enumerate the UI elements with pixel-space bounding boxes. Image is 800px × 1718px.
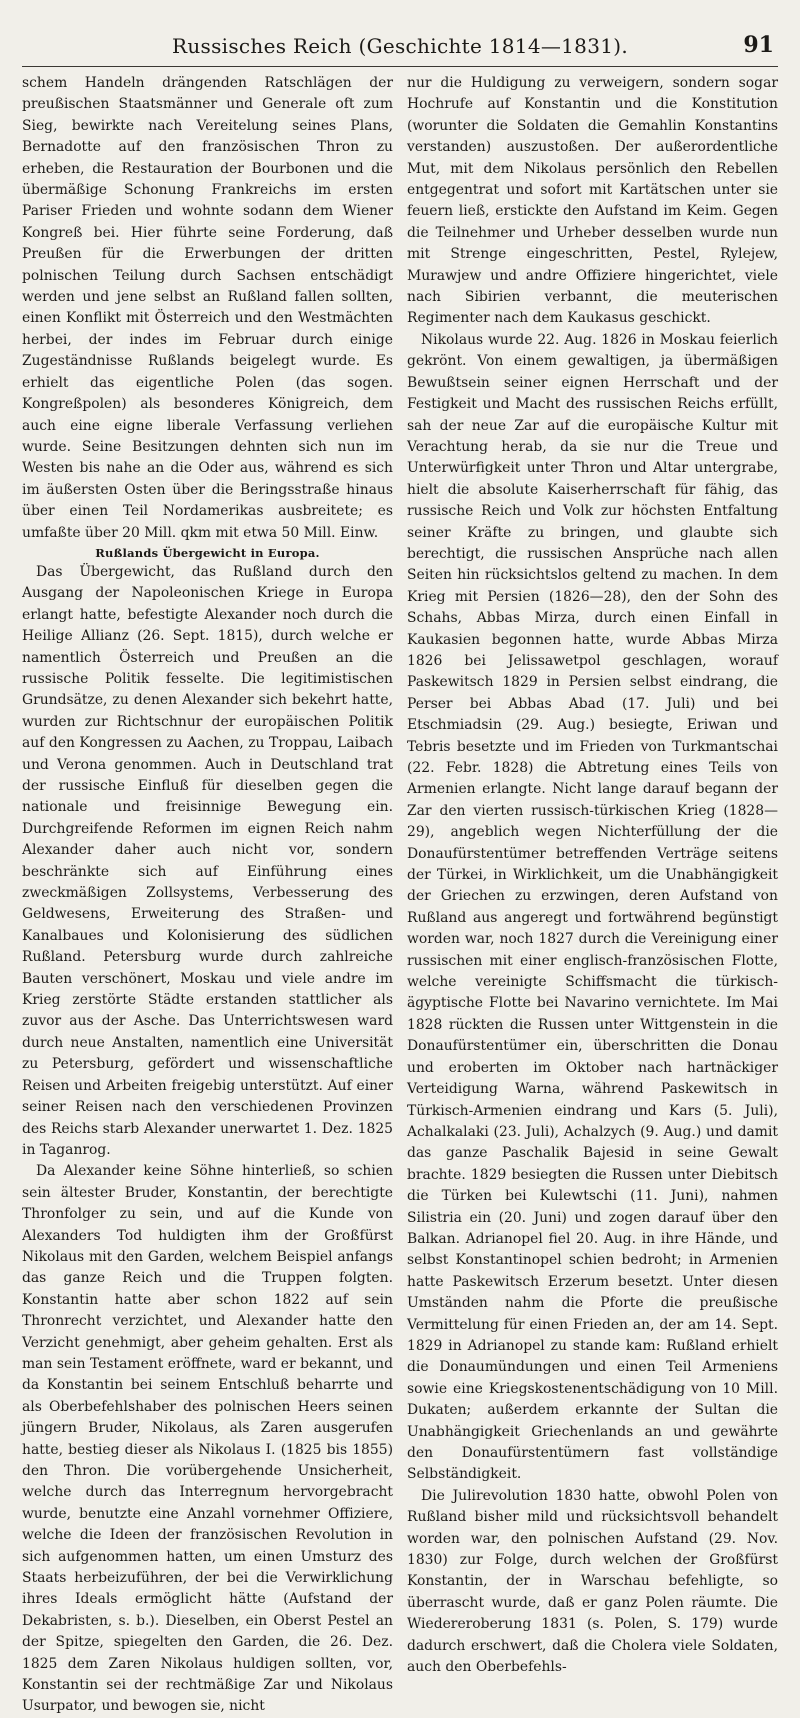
left-column: [22, 73, 393, 1715]
running-title: Russisches Reich (Geschichte 1814—1831).: [171, 34, 629, 58]
page-header: [22, 24, 778, 64]
paragraph: Die Julirevolution 1830 hatte, obwohl Polen von Rußland bisher mild und rücksichtsvoll behandelt worden war, den polnischen Aufstand (29. Nov. 1830) zur Folge, durch welchen der Großfürst Konstantin, der in Warschau befehligte, so überrascht wurde, daß er ganz Polen räumte. Die Wiedereroberung 1831 (s. Polen, S. 179) wurde dadurch erschwert, daß die Cholera viele Soldaten, auch den Oberbefehls-: [407, 1487, 778, 1676]
paragraph: schem Handeln drängenden Ratschlägen der preußischen Staatsmänner und Generale oft zum Sieg, bewirkte nach Vereitelung seines Plans, Bernadotte auf den französischen Thron zu erheben, die Restauration der Bourbonen und die übermäßige Schonung Frankreichs im ersten Pariser Frieden und wohnte sodann dem Wiener Kongreß bei. Hier führte seine Forderung, daß Preußen für die Erwerbungen der dritten polnischen Teilung durch Sachsen entschädigt werden und jene selbst an Rußland fallen sollten, einen Konflikt mit Österreich und den Westmächten herbei, der indes im Februar durch einige Zugeständnisse Rußlands beigelegt wurde. Es erhielt das eigentliche Polen (das sogen. Kongreßpolen) als besonderes Königreich, dem auch eine eigne liberale Verfassung verliehen wurde. Seine Besitzungen dehnten sich nun im Westen bis nahe an die Oder aus, während es sich im äußersten Osten über die Beringsstraße hinaus über einen Teil Nordamerikas ausbreitete; es umfaßte über 20 Mill. qkm mit etwa 50 Mill. Einw.: [22, 75, 393, 541]
right-column: [407, 73, 778, 1676]
paragraph: Nikolaus wurde 22. Aug. 1826 in Moskau feierlich gekrönt. Von einem gewaltigen, ja übermäßigen Bewußtsein seiner eignen Herrschaft und der Festigkeit und Macht des russischen Reichs erfüllt, sah der neue Zar auf die europäische Kultur mit Verachtung herab, da sie nur die Treue und Unterwürfigkeit unter Thron und Altar untergrabe, hielt die absolute Kaiserherrschaft für fähig, das russische Reich und Volk zur höchsten Entfaltung seiner Kräfte zu bringen, und glaubte sich berechtigt, die russischen Ansprüche nach allen Seiten hin rücksichtslos geltend zu machen. In dem Krieg mit Persien (1826—28), den der Sohn des Schahs, Abbas Mirza, durch einen Einfall in Kaukasien begonnen hatte, wurde Abbas Mirza 1826 bei Jelissawetpol geschlagen, worauf Paskewitsch 1829 in Persien selbst eindrang, die Perser bei Abbas Abad (17. Juli) und bei Etschmiadsin (29. Aug.) besiegte, Eriwan und Tebris besetzte und im Frieden von Turkmantschai (22. Febr. 1828) die Abtretung eines Teils von Armenien erlangte. Nicht lange darauf begann der Zar den vierten russisch-türkischen Krieg (1828—29), angeblich wegen Nichterfüllung der die Donaufürstentümer betreffenden Verträge seitens der Türkei, in Wirklichkeit, um die Unabhängigkeit der Griechen zu erzwingen, deren Aufstand von Rußland aus angeregt und fortwährend begünstigt worden war, noch 1827 durch die Vereinigung einer russischen mit einer englisch-französischen Flotte, welche vereinigte Schiffsmacht die türkisch-ägyptische Flotte bei Navarino vernichtete. Im Mai 1828 rückten die Russen unter Wittgenstein in die Donaufürstentümer ein, überschritten die Donau und eroberten im Oktober nach hartnäckiger Verteidigung Warna, während Paskewitsch in Türkisch-Armenien eindrang und Kars (5. Juli), Achalkalaki (23. Juli), Achalzych (9. Aug.) und damit das ganze Paschalik Bajesid in seine Gewalt brachte. 1829 besiegten die Russen unter Diebitsch die Türken bei Kulewtschi (11. Juni), nahmen Silistria ein (20. Juni) und zogen darauf über den Balkan. Adrianopel fiel 20. Aug. in ihre Hände, und selbst Konstantinopel schien bedroht; in Armenien hatte Paskewitsch Erzerum besetzt. Unter diesen Umständen nahm die Pforte die preußische Vermittelung für einen Frieden an, der am 14. Sept. 1829 in Adrianopel zu stande kam: Rußland erhielt die Donaumündungen und einen Teil Armeniens sowie eine Kriegskostenentschädigung von 10 Mill. Dukaten; außerdem erkannte der Sultan die Unabhängigkeit Griechenlands an und gewährte den Donaufürstentümern fast vollständige Selbständigkeit.: [407, 331, 778, 1483]
paragraph: Da Alexander keine Söhne hinterließ, so schien sein ältester Bruder, Konstantin, der berechtigte Thronfolger zu sein, und auf die Kunde von Alexanders Tod huldigten ihm der Großfürst Nikolaus mit den Garden, welchem Beispiel anfangs das ganze Reich und die Truppen folgten. Konstantin hatte aber schon 1822 auf sein Thronrecht verzichtet, und Alexander hatte den Verzicht genehmigt, aber geheim gehalten. Erst als man sein Testament eröffnete, ward er bekannt, und da Konstantin bei seinem Entschluß beharrte und als Oberbefehlshaber des polnischen Heers seinen jüngern Bruder, Nikolaus, als Zaren ausgerufen hatte, bestieg dieser als Nikolaus I. (1825 bis 1855) den Thron. Die vorübergehende Unsicherheit, welche durch das Interregnum hervorgebracht wurde, benutzte eine Anzahl vornehmer Offiziere, welche die Ideen der französischen Revolution in sich aufgenommen hatten, um einen Umsturz des Staats herbeizuführen, der bei die Verwirklichung ihres Ideals ermöglicht hätte (Aufstand der Dekabristen, s. b.). Dieselben, ein Oberst Pestel an der Spitze, spiegelten den Garden, die 26. Dez. 1825 dem Zaren Nikolaus huldigen sollten, vor, Konstantin sei der rechtmäßige Zar und Nikolaus Usurpator, und bewogen sie, nicht: [22, 1163, 393, 1715]
paragraph: Das Übergewicht, das Rußland durch den Ausgang der Napoleonischen Kriege in Europa erlangt hatte, befestigte Alexander noch durch die Heilige Allianz (26. Sept. 1815), durch welche er namentlich Österreich und Preußen an die russische Politik fesselte. Die legitimistischen Grundsätze, zu denen Alexander sich bekehrt hatte, wurden zur Richtschnur der europäischen Politik auf den Kongressen zu Aachen, zu Troppau, Laibach und Verona genommen. Auch in Deutschland trat der russische Einfluß für dieselben gegen die nationale und freisinnige Bewegung ein. Durchgreifende Reformen im eignen Reich nahm Alexander daher auch nicht vor, sondern beschränkte sich auf Einführung eines zweckmäßigen Zollsystems, Verbesserung des Geldwesens, Erweiterung des Straßen- und Kanalbaues und Kolonisierung des südlichen Rußland. Petersburg wurde durch zahlreiche Bauten verschönert, Moskau und viele andre im Krieg zerstörte Städte erstanden stattlicher als zuvor aus der Asche. Das Unterrichtswesen ward durch neue Anstalten, namentlich eine Universität zu Petersburg, gefördert und wissenschaftliche Reisen und Arbeiten freigebig unterstützt. Auf einer seiner Reisen nach den verschiedenen Provinzen des Reichs starb Alexander unerwartet 1. Dez. 1825 in Taganrog.: [22, 563, 393, 1158]
paragraph: nur die Huldigung zu verweigern, sondern sogar Hochrufe auf Konstantin und die Konstitution (worunter die Soldaten die Gemahlin Konstantins verstanden) auszustoßen. Der außerordentliche Mut, mit dem Nikolaus persönlich den Rebellen entgegentrat und sofort mit Kartätschen unter sie feuern ließ, erstickte den Aufstand im Keim. Gegen die Teilnehmer und Urheber desselben wurde nun mit Strenge eingeschritten, Pestel, Rylejew, Murawjew und andre Offiziere hingerichtet, viele nach Sibirien verbannt, die meuterischen Regimenter nach dem Kaukasus geschickt.: [407, 75, 778, 327]
text-columns: [22, 73, 778, 1715]
header-rule: [22, 66, 778, 67]
page-number: 91: [743, 32, 774, 58]
section-subheading: Rußlands Übergewicht in Europa.: [95, 545, 320, 560]
